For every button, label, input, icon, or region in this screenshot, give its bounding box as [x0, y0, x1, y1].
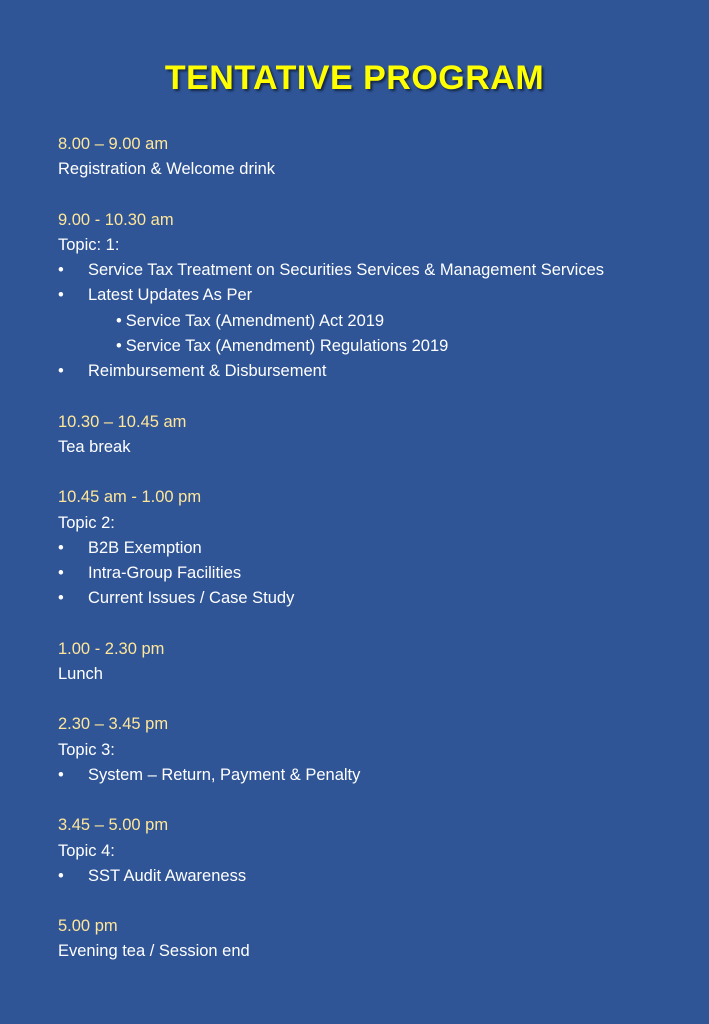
list-item: [58, 561, 658, 586]
sub-list-item-text: Service Tax (Amendment) Regulations 2019: [125, 337, 449, 356]
session-label: Topic 3:: [58, 740, 115, 759]
bullet-icon: •: [58, 286, 64, 305]
sub-list-item: [58, 309, 658, 334]
bullet-icon: •: [116, 337, 122, 356]
bullet-icon: •: [58, 765, 64, 784]
session-time: 9.00 - 10.30 am: [58, 210, 174, 229]
bullet-icon: •: [58, 866, 64, 885]
list-item-text: Current Issues / Case Study: [88, 589, 295, 608]
session-topic-3: [58, 712, 658, 788]
list-item-text: Intra-Group Facilities: [88, 564, 242, 583]
session-tea-break: [58, 410, 658, 461]
sub-list-item-text: Service Tax (Amendment) Act 2019: [125, 311, 385, 330]
session-label: Registration & Welcome drink: [58, 160, 276, 179]
session-label: Lunch: [58, 665, 103, 684]
session-label: Topic: 1:: [58, 235, 120, 254]
session-time: 2.30 – 3.45 pm: [58, 715, 169, 734]
sub-list-item: [58, 334, 658, 359]
list-item-text: B2B Exemption: [88, 538, 202, 557]
session-topic-2: [58, 485, 658, 611]
list-item-text: Service Tax Treatment on Securities Services & Management Services: [88, 261, 605, 280]
session-time: 1.00 - 2.30 pm: [58, 639, 165, 658]
list-item: [58, 283, 658, 308]
program-list: [58, 132, 658, 990]
session-label: Topic 4:: [58, 841, 115, 860]
list-item: [58, 359, 658, 384]
list-item: [58, 864, 658, 889]
session-label: Tea break: [58, 437, 131, 456]
session-label: Topic 2:: [58, 513, 115, 532]
session-topic-4: [58, 813, 658, 889]
session-registration: [58, 132, 658, 183]
page-title: TENTATIVE PROGRAM: [164, 59, 545, 97]
list-item-text: Reimbursement & Disbursement: [88, 362, 327, 381]
session-time: 5.00 pm: [58, 917, 118, 936]
bullet-icon: •: [58, 538, 64, 557]
list-item: [58, 586, 658, 611]
session-topic-1: [58, 208, 658, 385]
session-time: 8.00 – 9.00 am: [58, 135, 169, 153]
list-item: [58, 258, 658, 283]
list-item-text: SST Audit Awareness: [88, 866, 247, 885]
bullet-icon: •: [58, 261, 64, 280]
session-label: Evening tea / Session end: [58, 942, 250, 961]
session-time: 10.30 – 10.45 am: [58, 412, 187, 431]
bullet-icon: •: [58, 564, 64, 583]
bullet-icon: •: [116, 311, 122, 330]
list-item: [58, 536, 658, 561]
list-item: [58, 763, 658, 788]
session-time: 10.45 am - 1.00 pm: [58, 488, 202, 507]
session-lunch: [58, 637, 658, 688]
session-time: 3.45 – 5.00 pm: [58, 816, 169, 835]
bullet-icon: •: [58, 589, 64, 608]
bullet-icon: •: [58, 362, 64, 381]
session-end: [58, 914, 658, 965]
list-item-text: System – Return, Payment & Penalty: [88, 765, 361, 784]
list-item-text: Latest Updates As Per: [88, 286, 253, 305]
